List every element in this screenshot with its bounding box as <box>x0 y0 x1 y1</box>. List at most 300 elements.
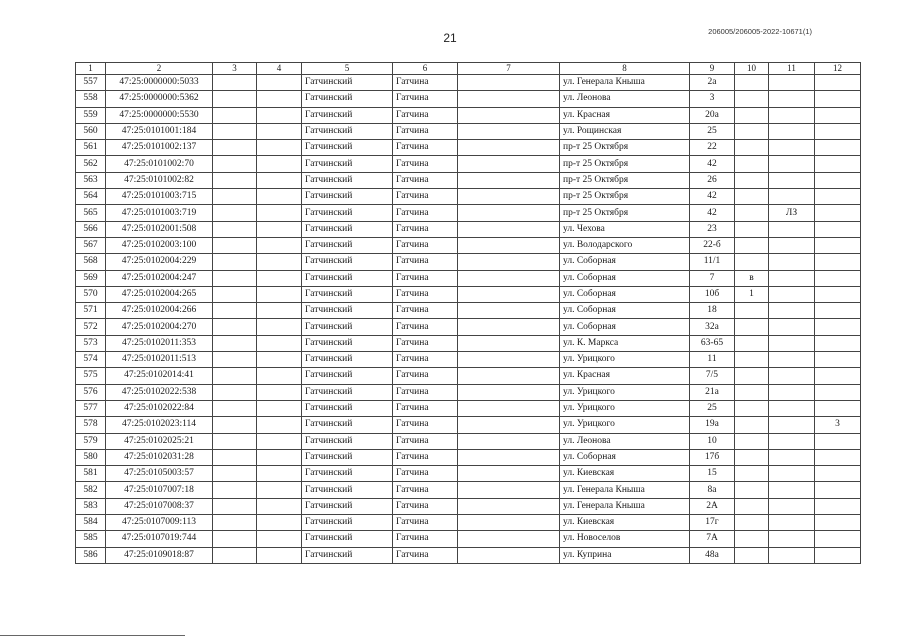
cell-col-3 <box>213 189 257 205</box>
cell-col-10 <box>735 221 769 237</box>
cell-col-7 <box>458 270 560 286</box>
row-number: 563 <box>76 172 106 188</box>
settlement: Гатчина <box>393 417 458 433</box>
cell-col-10 <box>735 466 769 482</box>
cell-col-7 <box>458 433 560 449</box>
cell-col-4 <box>257 237 302 253</box>
cell-col-11 <box>769 140 815 156</box>
cadastral-number: 47:25:0101002:70 <box>106 156 213 172</box>
street: ул. Соборная <box>560 270 690 286</box>
cadastral-number: 47:25:0102004:265 <box>106 286 213 302</box>
cell-col-11 <box>769 352 815 368</box>
district: Гатчинский <box>302 400 393 416</box>
cell-col-12 <box>815 449 861 465</box>
district: Гатчинский <box>302 417 393 433</box>
district: Гатчинский <box>302 270 393 286</box>
cell-col-3 <box>213 237 257 253</box>
cell-col-11 <box>769 515 815 531</box>
district: Гатчинский <box>302 466 393 482</box>
district: Гатчинский <box>302 319 393 335</box>
cell-col-3 <box>213 417 257 433</box>
house-number: 7 <box>690 270 735 286</box>
cell-col-4 <box>257 189 302 205</box>
column-header-3: 3 <box>213 63 257 75</box>
district: Гатчинский <box>302 140 393 156</box>
table-row <box>76 449 861 465</box>
house-number: 42 <box>690 205 735 221</box>
cell-col-10 <box>735 254 769 270</box>
cell-col-12 <box>815 189 861 205</box>
settlement: Гатчина <box>393 189 458 205</box>
cell-col-12 <box>815 433 861 449</box>
street: ул. Генерала Кныша <box>560 498 690 514</box>
cell-col-10 <box>735 140 769 156</box>
table-row <box>76 270 861 286</box>
cell-col-3 <box>213 107 257 123</box>
cell-col-7 <box>458 156 560 172</box>
cell-col-10 <box>735 237 769 253</box>
cell-col-12 <box>815 400 861 416</box>
cell-col-11 <box>769 531 815 547</box>
street: ул. Соборная <box>560 319 690 335</box>
settlement: Гатчина <box>393 531 458 547</box>
row-number: 561 <box>76 140 106 156</box>
row-number: 577 <box>76 400 106 416</box>
cadastral-number: 47:25:0107007:18 <box>106 482 213 498</box>
row-number: 571 <box>76 303 106 319</box>
cadastral-number: 47:25:0102011:353 <box>106 335 213 351</box>
cell-col-12: 3 <box>815 417 861 433</box>
cell-col-4 <box>257 352 302 368</box>
table-row <box>76 75 861 91</box>
cell-col-4 <box>257 531 302 547</box>
house-number: 19а <box>690 417 735 433</box>
cell-col-3 <box>213 400 257 416</box>
cell-col-7 <box>458 547 560 563</box>
house-number: 20а <box>690 107 735 123</box>
cell-col-3 <box>213 140 257 156</box>
table-row <box>76 303 861 319</box>
settlement: Гатчина <box>393 286 458 302</box>
house-number: 8а <box>690 482 735 498</box>
settlement: Гатчина <box>393 449 458 465</box>
row-number: 572 <box>76 319 106 335</box>
cell-col-7 <box>458 515 560 531</box>
column-header-7: 7 <box>458 63 560 75</box>
house-number: 17б <box>690 449 735 465</box>
cell-col-3 <box>213 205 257 221</box>
cell-col-12 <box>815 123 861 139</box>
cell-col-11 <box>769 384 815 400</box>
cell-col-3 <box>213 319 257 335</box>
page-number: 21 <box>443 31 457 45</box>
settlement: Гатчина <box>393 466 458 482</box>
street: ул. Генерала Кныша <box>560 482 690 498</box>
column-header-2: 2 <box>106 63 213 75</box>
cadastral-number: 47:25:0107008:37 <box>106 498 213 514</box>
cell-col-7 <box>458 482 560 498</box>
street: пр-т 25 Октября <box>560 140 690 156</box>
district: Гатчинский <box>302 498 393 514</box>
cell-col-7 <box>458 449 560 465</box>
street: ул. Рощинская <box>560 123 690 139</box>
row-number: 573 <box>76 335 106 351</box>
house-number: 11 <box>690 352 735 368</box>
cell-col-4 <box>257 221 302 237</box>
column-header-4: 4 <box>257 63 302 75</box>
cell-col-4 <box>257 384 302 400</box>
cell-col-4 <box>257 417 302 433</box>
house-number: 23 <box>690 221 735 237</box>
cell-col-10 <box>735 498 769 514</box>
cell-col-7 <box>458 221 560 237</box>
house-number: 42 <box>690 156 735 172</box>
cadastral-number: 47:25:0102014:41 <box>106 368 213 384</box>
cell-col-7 <box>458 384 560 400</box>
street: ул. К. Маркса <box>560 335 690 351</box>
row-number: 559 <box>76 107 106 123</box>
footnote-divider <box>0 635 185 636</box>
cadastral-number: 47:25:0000000:5033 <box>106 75 213 91</box>
table-row <box>76 156 861 172</box>
cell-col-3 <box>213 498 257 514</box>
cell-col-7 <box>458 237 560 253</box>
cell-col-4 <box>257 547 302 563</box>
cell-col-12 <box>815 335 861 351</box>
cell-col-4 <box>257 319 302 335</box>
cadastral-number: 47:25:0107009:113 <box>106 515 213 531</box>
cell-col-4 <box>257 107 302 123</box>
cell-col-7 <box>458 368 560 384</box>
cadastral-number: 47:25:0109018:87 <box>106 547 213 563</box>
cell-col-11 <box>769 368 815 384</box>
street: ул. Леонова <box>560 91 690 107</box>
table-row <box>76 498 861 514</box>
cell-col-3 <box>213 254 257 270</box>
cell-col-12 <box>815 286 861 302</box>
table-row <box>76 140 861 156</box>
district: Гатчинский <box>302 449 393 465</box>
cell-col-10 <box>735 482 769 498</box>
cell-col-11 <box>769 482 815 498</box>
cell-col-4 <box>257 172 302 188</box>
street: пр-т 25 Октября <box>560 189 690 205</box>
cadastral-number: 47:25:0102004:229 <box>106 254 213 270</box>
district: Гатчинский <box>302 254 393 270</box>
cell-col-12 <box>815 107 861 123</box>
district: Гатчинский <box>302 205 393 221</box>
table-row <box>76 189 861 205</box>
street: ул. Володарского <box>560 237 690 253</box>
cell-col-4 <box>257 433 302 449</box>
cell-col-12 <box>815 531 861 547</box>
cell-col-11 <box>769 91 815 107</box>
district: Гатчинский <box>302 286 393 302</box>
street: ул. Красная <box>560 107 690 123</box>
table-row <box>76 286 861 302</box>
cell-col-7 <box>458 319 560 335</box>
cell-col-12 <box>815 254 861 270</box>
table-row <box>76 515 861 531</box>
settlement: Гатчина <box>393 270 458 286</box>
cell-col-7 <box>458 498 560 514</box>
cell-col-11 <box>769 400 815 416</box>
cadastral-number: 47:25:0101003:719 <box>106 205 213 221</box>
column-header-11: 11 <box>769 63 815 75</box>
settlement: Гатчина <box>393 75 458 91</box>
street: ул. Соборная <box>560 449 690 465</box>
cell-col-10 <box>735 172 769 188</box>
cell-col-12 <box>815 466 861 482</box>
cell-col-10 <box>735 156 769 172</box>
row-number: 574 <box>76 352 106 368</box>
district: Гатчинский <box>302 189 393 205</box>
cell-col-7 <box>458 531 560 547</box>
house-number: 21а <box>690 384 735 400</box>
table-row <box>76 172 861 188</box>
cell-col-10 <box>735 515 769 531</box>
settlement: Гатчина <box>393 547 458 563</box>
cell-col-12 <box>815 75 861 91</box>
row-number: 581 <box>76 466 106 482</box>
cell-col-4 <box>257 254 302 270</box>
cell-col-11 <box>769 417 815 433</box>
house-number: 7/5 <box>690 368 735 384</box>
street: ул. Урицкого <box>560 384 690 400</box>
cadastral-number: 47:25:0101002:82 <box>106 172 213 188</box>
district: Гатчинский <box>302 91 393 107</box>
document-reference: 206005/206005-2022-10671(1) <box>708 27 812 36</box>
cadastral-number: 47:25:0102022:538 <box>106 384 213 400</box>
column-header-10: 10 <box>735 63 769 75</box>
district: Гатчинский <box>302 237 393 253</box>
street: ул. Урицкого <box>560 352 690 368</box>
cell-col-11 <box>769 107 815 123</box>
cell-col-3 <box>213 335 257 351</box>
street: ул. Соборная <box>560 286 690 302</box>
street: пр-т 25 Октября <box>560 205 690 221</box>
cadastral-number: 47:25:0000000:5530 <box>106 107 213 123</box>
cell-col-7 <box>458 352 560 368</box>
cell-col-3 <box>213 303 257 319</box>
row-number: 580 <box>76 449 106 465</box>
settlement: Гатчина <box>393 384 458 400</box>
house-number: 15 <box>690 466 735 482</box>
cell-col-10 <box>735 547 769 563</box>
cell-col-7 <box>458 205 560 221</box>
cell-col-4 <box>257 400 302 416</box>
registry-table <box>75 62 861 564</box>
district: Гатчинский <box>302 303 393 319</box>
cell-col-4 <box>257 449 302 465</box>
cell-col-12 <box>815 91 861 107</box>
street: ул. Красная <box>560 368 690 384</box>
district: Гатчинский <box>302 172 393 188</box>
row-number: 560 <box>76 123 106 139</box>
cell-col-3 <box>213 482 257 498</box>
cell-col-10 <box>735 352 769 368</box>
cell-col-11 <box>769 303 815 319</box>
house-number: 26 <box>690 172 735 188</box>
cell-col-11 <box>769 286 815 302</box>
cell-col-7 <box>458 91 560 107</box>
district: Гатчинский <box>302 433 393 449</box>
cadastral-number: 47:25:0105003:57 <box>106 466 213 482</box>
table-row <box>76 237 861 253</box>
district: Гатчинский <box>302 547 393 563</box>
column-header-5: 5 <box>302 63 393 75</box>
cell-col-4 <box>257 140 302 156</box>
house-number: 42 <box>690 189 735 205</box>
cell-col-10 <box>735 189 769 205</box>
cadastral-number: 47:25:0101001:184 <box>106 123 213 139</box>
district: Гатчинский <box>302 368 393 384</box>
cell-col-3 <box>213 75 257 91</box>
district: Гатчинский <box>302 75 393 91</box>
house-number: 25 <box>690 123 735 139</box>
cell-col-11: ЛЗ <box>769 205 815 221</box>
cell-col-4 <box>257 466 302 482</box>
cell-col-10 <box>735 335 769 351</box>
cell-col-10 <box>735 205 769 221</box>
row-number: 569 <box>76 270 106 286</box>
row-number: 579 <box>76 433 106 449</box>
row-number: 557 <box>76 75 106 91</box>
cell-col-11 <box>769 123 815 139</box>
cell-col-3 <box>213 368 257 384</box>
row-number: 567 <box>76 237 106 253</box>
row-number: 568 <box>76 254 106 270</box>
cell-col-11 <box>769 466 815 482</box>
district: Гатчинский <box>302 531 393 547</box>
house-number: 48а <box>690 547 735 563</box>
column-number-row <box>76 63 861 75</box>
row-number: 582 <box>76 482 106 498</box>
cell-col-7 <box>458 303 560 319</box>
cell-col-3 <box>213 286 257 302</box>
cell-col-11 <box>769 498 815 514</box>
table-row <box>76 352 861 368</box>
cell-col-11 <box>769 335 815 351</box>
settlement: Гатчина <box>393 91 458 107</box>
street: ул. Куприна <box>560 547 690 563</box>
district: Гатчинский <box>302 515 393 531</box>
street: ул. Урицкого <box>560 400 690 416</box>
cell-col-3 <box>213 449 257 465</box>
house-number: 18 <box>690 303 735 319</box>
cell-col-12 <box>815 270 861 286</box>
cell-col-4 <box>257 286 302 302</box>
settlement: Гатчина <box>393 433 458 449</box>
cell-col-3 <box>213 352 257 368</box>
cell-col-11 <box>769 254 815 270</box>
cell-col-4 <box>257 123 302 139</box>
cell-col-3 <box>213 172 257 188</box>
column-header-1: 1 <box>76 63 106 75</box>
cell-col-10 <box>735 400 769 416</box>
column-header-8: 8 <box>560 63 690 75</box>
table-row <box>76 254 861 270</box>
cell-col-7 <box>458 107 560 123</box>
table-row <box>76 433 861 449</box>
cell-col-7 <box>458 335 560 351</box>
table-row <box>76 368 861 384</box>
house-number: 10 <box>690 433 735 449</box>
cell-col-4 <box>257 368 302 384</box>
table-row <box>76 466 861 482</box>
street: ул. Чехова <box>560 221 690 237</box>
cell-col-10: 1 <box>735 286 769 302</box>
cadastral-number: 47:25:0102004:270 <box>106 319 213 335</box>
column-header-6: 6 <box>393 63 458 75</box>
cell-col-4 <box>257 515 302 531</box>
settlement: Гатчина <box>393 123 458 139</box>
cell-col-12 <box>815 237 861 253</box>
cell-col-12 <box>815 140 861 156</box>
table-row <box>76 482 861 498</box>
house-number: 17г <box>690 515 735 531</box>
house-number: 3 <box>690 91 735 107</box>
cadastral-number: 47:25:0000000:5362 <box>106 91 213 107</box>
cell-col-12 <box>815 368 861 384</box>
table-row <box>76 91 861 107</box>
cell-col-12 <box>815 547 861 563</box>
street: ул. Генерала Кныша <box>560 75 690 91</box>
district: Гатчинский <box>302 352 393 368</box>
cadastral-number: 47:25:0102025:21 <box>106 433 213 449</box>
cell-col-3 <box>213 384 257 400</box>
cadastral-number: 47:25:0102022:84 <box>106 400 213 416</box>
cadastral-number: 47:25:0102003:100 <box>106 237 213 253</box>
cell-col-3 <box>213 123 257 139</box>
cell-col-4 <box>257 205 302 221</box>
row-number: 558 <box>76 91 106 107</box>
table-row <box>76 107 861 123</box>
cell-col-4 <box>257 482 302 498</box>
house-number: 32а <box>690 319 735 335</box>
row-number: 584 <box>76 515 106 531</box>
table-row <box>76 319 861 335</box>
cell-col-10 <box>735 531 769 547</box>
cell-col-4 <box>257 91 302 107</box>
row-number: 562 <box>76 156 106 172</box>
cell-col-7 <box>458 466 560 482</box>
cell-col-12 <box>815 515 861 531</box>
cell-col-3 <box>213 156 257 172</box>
district: Гатчинский <box>302 107 393 123</box>
cell-col-11 <box>769 189 815 205</box>
cell-col-7 <box>458 254 560 270</box>
cell-col-11 <box>769 270 815 286</box>
table-row <box>76 400 861 416</box>
cell-col-10 <box>735 368 769 384</box>
cell-col-3 <box>213 466 257 482</box>
house-number: 10б <box>690 286 735 302</box>
row-number: 565 <box>76 205 106 221</box>
house-number: 11/1 <box>690 254 735 270</box>
cell-col-10: в <box>735 270 769 286</box>
row-number: 570 <box>76 286 106 302</box>
row-number: 576 <box>76 384 106 400</box>
cell-col-3 <box>213 531 257 547</box>
cell-col-7 <box>458 400 560 416</box>
street: ул. Леонова <box>560 433 690 449</box>
cell-col-3 <box>213 547 257 563</box>
house-number: 2а <box>690 75 735 91</box>
table-row <box>76 335 861 351</box>
street: пр-т 25 Октября <box>560 172 690 188</box>
street: ул. Новоселов <box>560 531 690 547</box>
